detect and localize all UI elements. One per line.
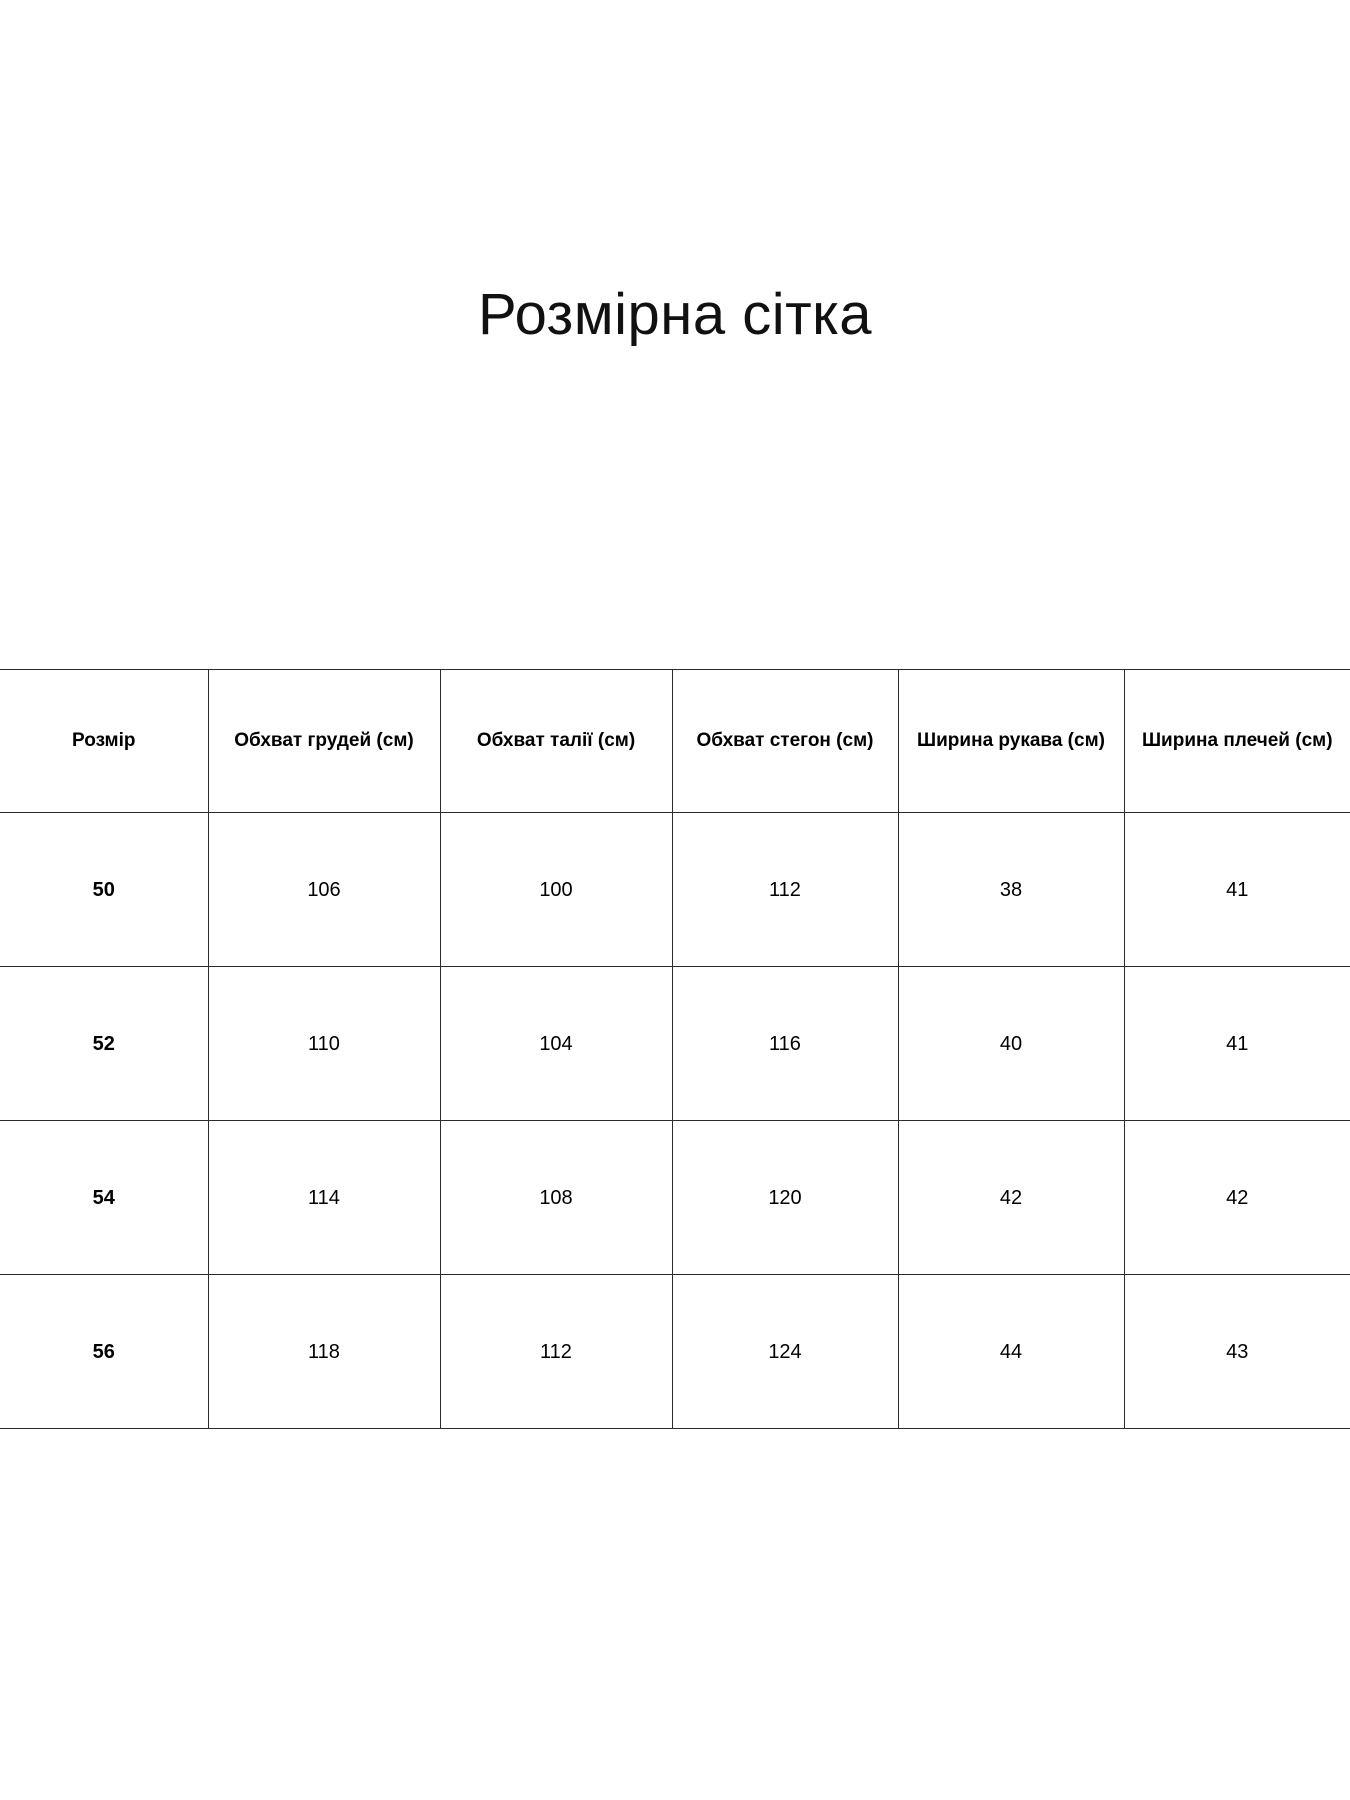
cell-hips: 112 — [672, 813, 898, 967]
cell-chest: 118 — [208, 1275, 440, 1429]
table-row — [0, 813, 1350, 967]
table-row — [0, 1121, 1350, 1275]
cell-waist: 100 — [440, 813, 672, 967]
cell-chest: 114 — [208, 1121, 440, 1275]
table-row — [0, 1275, 1350, 1429]
cell-waist: 108 — [440, 1121, 672, 1275]
cell-shoulder-width: 41 — [1124, 813, 1350, 967]
cell-waist: 112 — [440, 1275, 672, 1429]
table-header — [0, 670, 1350, 813]
cell-hips: 116 — [672, 967, 898, 1121]
table-body — [0, 813, 1350, 1429]
cell-shoulder-width: 42 — [1124, 1121, 1350, 1275]
page-title: Розмірна сітка — [477, 281, 873, 347]
column-header-hips: Обхват стегон (см) — [672, 670, 898, 813]
column-header-waist: Обхват талії (см) — [440, 670, 672, 813]
cell-hips: 124 — [672, 1275, 898, 1429]
cell-size: 52 — [0, 967, 208, 1121]
cell-sleeve-width: 40 — [898, 967, 1124, 1121]
column-header-sleeve-width: Ширина рукава (см) — [898, 670, 1124, 813]
size-table-container — [0, 669, 1350, 1429]
cell-sleeve-width: 42 — [898, 1121, 1124, 1275]
cell-chest: 106 — [208, 813, 440, 967]
cell-size: 54 — [0, 1121, 208, 1275]
cell-waist: 104 — [440, 967, 672, 1121]
cell-shoulder-width: 43 — [1124, 1275, 1350, 1429]
size-table — [0, 669, 1350, 1429]
cell-size: 56 — [0, 1275, 208, 1429]
cell-sleeve-width: 38 — [898, 813, 1124, 967]
cell-sleeve-width: 44 — [898, 1275, 1124, 1429]
column-header-size: Розмір — [0, 670, 208, 813]
cell-hips: 120 — [672, 1121, 898, 1275]
cell-chest: 110 — [208, 967, 440, 1121]
column-header-shoulder-width: Ширина плечей (см) — [1124, 670, 1350, 813]
column-header-chest: Обхват грудей (см) — [208, 670, 440, 813]
table-row — [0, 967, 1350, 1121]
table-header-row — [0, 670, 1350, 813]
cell-size: 50 — [0, 813, 208, 967]
cell-shoulder-width: 41 — [1124, 967, 1350, 1121]
